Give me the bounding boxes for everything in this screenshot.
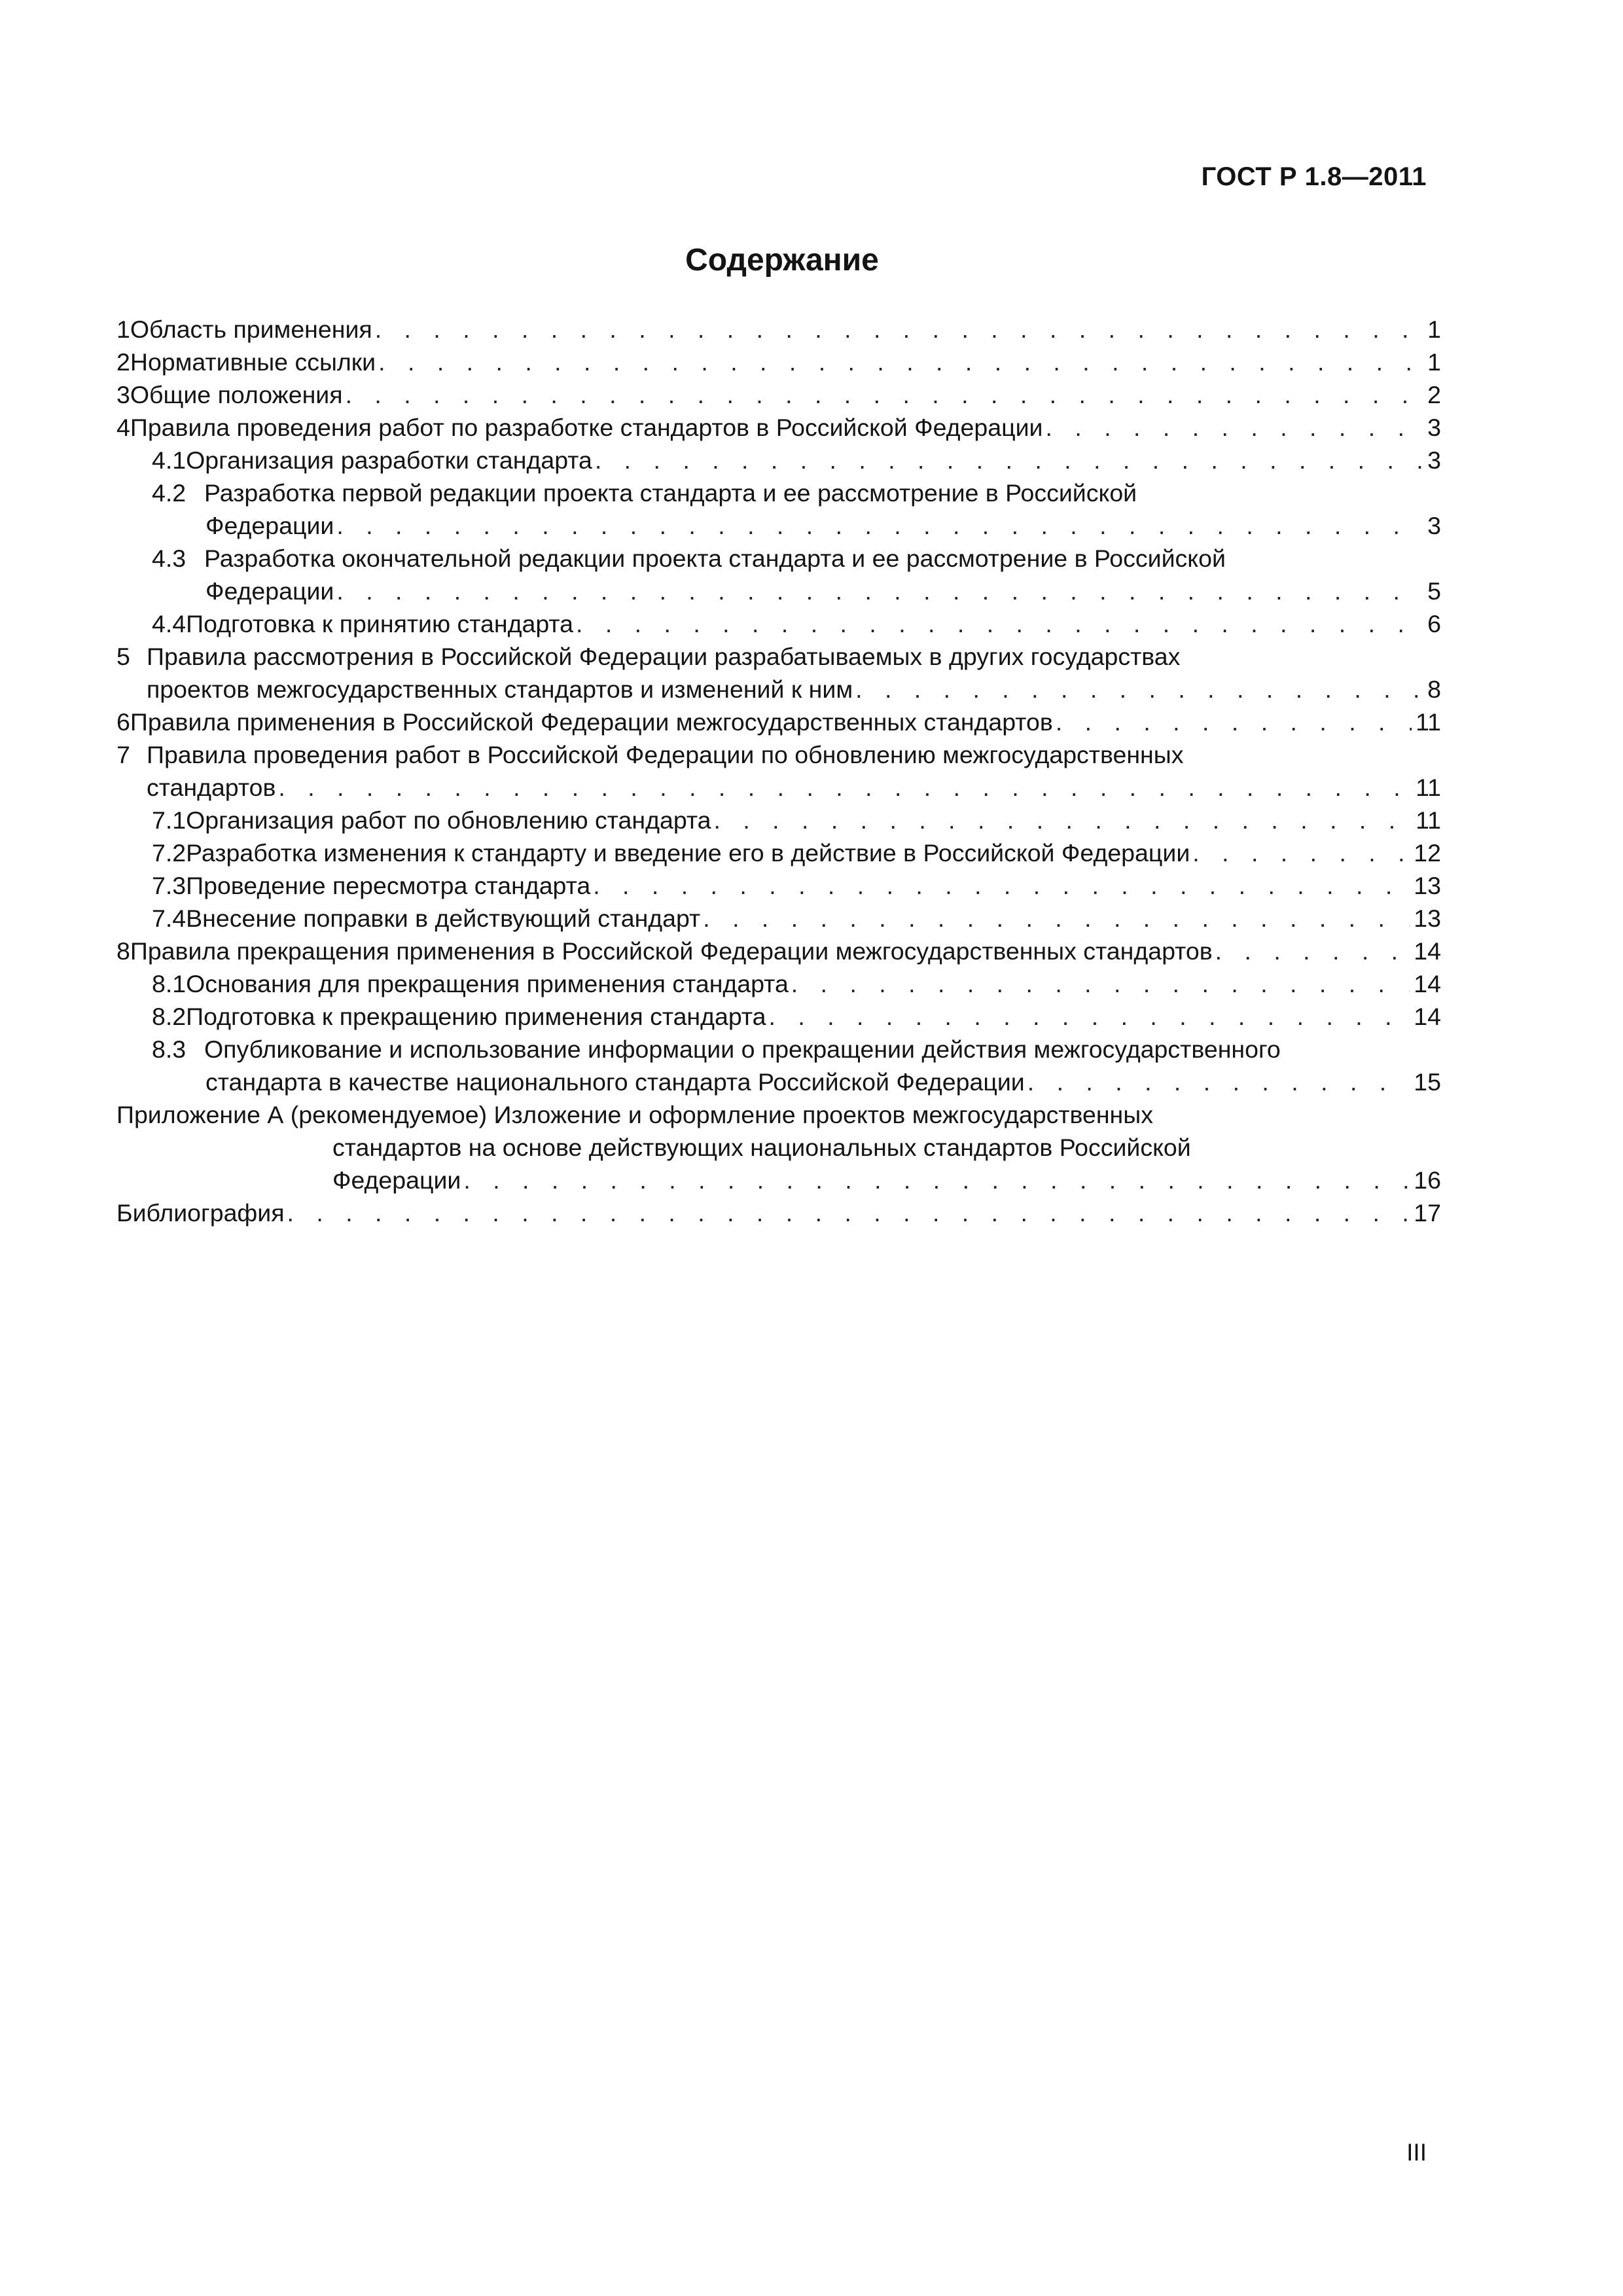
toc-entry-page: 3 xyxy=(1427,446,1441,474)
dot-leader xyxy=(1025,1066,1410,1098)
toc-entry-title: Основания для прекращения применения стандарта xyxy=(186,970,789,997)
dot-leader xyxy=(376,346,1423,378)
toc-entry[interactable] xyxy=(116,804,1441,836)
toc-entry-page: 8 xyxy=(1427,675,1441,703)
toc-entry-title: Правила проведения работ по разработке стандартов в Российской Федерации xyxy=(130,414,1043,441)
dot-leader xyxy=(853,673,1423,706)
toc-entry-title: Нормативные ссылки xyxy=(130,348,376,376)
toc-entry-title: Проведение пересмотра стандарта xyxy=(186,872,591,899)
toc-entry-continuation[interactable] xyxy=(116,509,1441,542)
toc-entry-title: Библиография xyxy=(116,1199,285,1227)
toc-entry[interactable] xyxy=(116,1033,1441,1066)
toc-entry-title: Разработка окончательной редакции проекта стандарта и ее рассмотрение в Российской xyxy=(204,545,1226,572)
dot-leader xyxy=(590,869,1410,902)
toc-entry-page: 1 xyxy=(1427,348,1441,376)
toc-entry[interactable] xyxy=(116,1000,1441,1033)
toc-entry-title-cont: стандартов xyxy=(147,774,276,801)
dot-leader xyxy=(1053,706,1412,738)
toc-entry[interactable] xyxy=(116,706,1441,738)
toc-entry-title: Разработка изменения к стандарту и введение его в действие в Российской Федерации xyxy=(186,839,1190,867)
page-number: III xyxy=(1406,2139,1427,2166)
toc-entry-page: 5 xyxy=(1427,577,1441,605)
toc-entry-page: 2 xyxy=(1427,381,1441,408)
toc-entry[interactable] xyxy=(116,378,1441,411)
toc-entry-title-cont: Федерации xyxy=(205,577,334,605)
toc-entry-number: 4.1 xyxy=(152,446,187,474)
dot-leader xyxy=(1043,411,1424,444)
toc-entry[interactable] xyxy=(116,313,1441,346)
toc-entry-bibliography[interactable] xyxy=(116,1196,1441,1229)
toc-entry-title: Область применения xyxy=(130,315,372,343)
toc-entry-title-cont: Федерации xyxy=(205,512,334,539)
toc-entry-number: 7.4 xyxy=(152,905,187,932)
toc-entry-number: 5 xyxy=(116,643,130,670)
dot-leader xyxy=(766,1000,1410,1033)
toc-entry-title: Подготовка к принятию стандарта xyxy=(186,610,573,637)
toc-entry[interactable] xyxy=(116,738,1441,771)
toc-title: Содержание xyxy=(685,243,879,278)
dot-leader xyxy=(334,575,1423,607)
dot-leader xyxy=(1213,935,1410,967)
toc-entry[interactable] xyxy=(116,346,1441,378)
toc-entry-title: Правила рассмотрения в Российской Федерации разрабатываемых в других государствах xyxy=(147,643,1181,670)
toc-entry[interactable] xyxy=(116,640,1441,673)
toc-entry[interactable] xyxy=(116,902,1441,935)
toc-entry-number: 4.2 xyxy=(152,479,187,507)
toc-entry-number: 8 xyxy=(116,937,130,965)
toc-entry-appendix[interactable] xyxy=(116,1098,1441,1131)
toc-entry-title: Правила применения в Российской Федерации межгосударственных стандартов xyxy=(130,708,1053,736)
dot-leader xyxy=(573,607,1423,640)
toc-entry-page: 12 xyxy=(1414,839,1441,867)
toc-entry-number: 7.3 xyxy=(152,872,187,899)
dot-leader xyxy=(711,804,1412,836)
toc-entry-number: 7 xyxy=(116,741,130,768)
toc-entry-page: 3 xyxy=(1427,414,1441,441)
toc-entry-page: 14 xyxy=(1414,937,1441,965)
toc-entry[interactable] xyxy=(116,476,1441,509)
toc-entry-number: 8.2 xyxy=(152,1003,187,1030)
toc-entry-continuation[interactable] xyxy=(116,575,1441,607)
toc-entry-title: Правила проведения работ в Российской Федерации по обновлению межгосударственных xyxy=(147,741,1184,768)
toc-entry[interactable] xyxy=(116,967,1441,1000)
toc-entry-number: 7.1 xyxy=(152,806,187,834)
toc-entry[interactable] xyxy=(116,836,1441,869)
toc-entry[interactable] xyxy=(116,542,1441,575)
toc-entry-title: Внесение поправки в действующий стандарт xyxy=(186,905,701,932)
dot-leader xyxy=(372,313,1423,346)
dot-leader xyxy=(285,1196,1410,1229)
toc-entry-page: 11 xyxy=(1416,774,1441,801)
dot-leader xyxy=(461,1164,1410,1196)
toc-entry-title-cont: стандартов на основе действующих национальных стандартов Российской xyxy=(332,1134,1191,1161)
toc-entry-number: 3 xyxy=(116,381,130,408)
toc-entry-title: Разработка первой редакции проекта стандарта и ее рассмотрение в Российской xyxy=(204,479,1137,507)
toc-entry-number: 8.3 xyxy=(152,1035,187,1063)
toc-entry[interactable] xyxy=(116,444,1441,476)
toc-entry[interactable] xyxy=(116,935,1441,967)
toc-entry-page: 1 xyxy=(1427,315,1441,343)
toc-entry-page: 14 xyxy=(1414,1003,1441,1030)
toc-entry-number: 4 xyxy=(116,414,130,441)
toc-entry-number: 6 xyxy=(116,708,130,736)
toc-entry-page: 13 xyxy=(1414,872,1441,899)
toc-entry-continuation[interactable] xyxy=(116,673,1441,706)
dot-leader xyxy=(1190,836,1410,869)
toc-entry-page: 17 xyxy=(1414,1199,1441,1227)
toc-entry-title: Организация разработки стандарта xyxy=(186,446,592,474)
toc-entry-page: 15 xyxy=(1414,1068,1441,1096)
toc-entry-number: 4.3 xyxy=(152,545,187,572)
toc-entry-continuation[interactable] xyxy=(116,1131,1441,1164)
toc-entry-title: Опубликование и использование информации о прекращении действия межгосударственного xyxy=(204,1035,1281,1063)
toc-entry-continuation[interactable] xyxy=(116,771,1441,804)
toc-entry-number: 7.2 xyxy=(152,839,187,867)
toc-entry-title: Организация работ по обновлению стандарта xyxy=(186,806,711,834)
toc-entry-continuation[interactable] xyxy=(116,1164,1441,1196)
toc-entry-number: 1 xyxy=(116,315,130,343)
toc-entry-page: 16 xyxy=(1414,1166,1441,1194)
toc-entry-number: 2 xyxy=(116,348,130,376)
toc-entry-number: 8.1 xyxy=(152,970,187,997)
dot-leader xyxy=(700,902,1410,935)
dot-leader xyxy=(592,444,1423,476)
toc-entry[interactable] xyxy=(116,869,1441,902)
toc-entry-number: 4.4 xyxy=(152,610,187,637)
document-code: ГОСТ Р 1.8—2011 xyxy=(1201,162,1427,191)
toc-entry-title: Общие положения xyxy=(130,381,343,408)
toc-entry-title-cont: проектов межгосударственных стандартов и изменений к ним xyxy=(147,675,853,703)
toc-entry-page: 14 xyxy=(1414,970,1441,997)
toc-entry-title-cont: стандарта в качестве национального стандарта Российской Федерации xyxy=(205,1068,1025,1096)
toc-entry-title-cont: Федерации xyxy=(332,1166,461,1194)
dot-leader xyxy=(343,378,1424,411)
toc-entry-page: 3 xyxy=(1427,512,1441,539)
toc-entry[interactable] xyxy=(116,607,1441,640)
toc-entry-continuation[interactable] xyxy=(116,1066,1441,1098)
toc-entry-title: Подготовка к прекращению применения стандарта xyxy=(186,1003,766,1030)
toc-entry-page: 11 xyxy=(1416,708,1441,736)
toc-entry-page: 13 xyxy=(1414,905,1441,932)
toc-entry[interactable] xyxy=(116,411,1441,444)
dot-leader xyxy=(276,771,1412,804)
table-of-contents xyxy=(116,313,1441,1229)
dot-leader xyxy=(789,967,1410,1000)
toc-entry-title: Правила прекращения применения в Российской Федерации межгосударственных стандартов xyxy=(130,937,1213,965)
toc-entry-title: Приложение А (рекомендуемое) Изложение и оформление проектов межгосударственных xyxy=(116,1101,1153,1128)
dot-leader xyxy=(334,509,1423,542)
toc-entry-page: 11 xyxy=(1416,806,1441,834)
toc-entry-page: 6 xyxy=(1427,610,1441,637)
